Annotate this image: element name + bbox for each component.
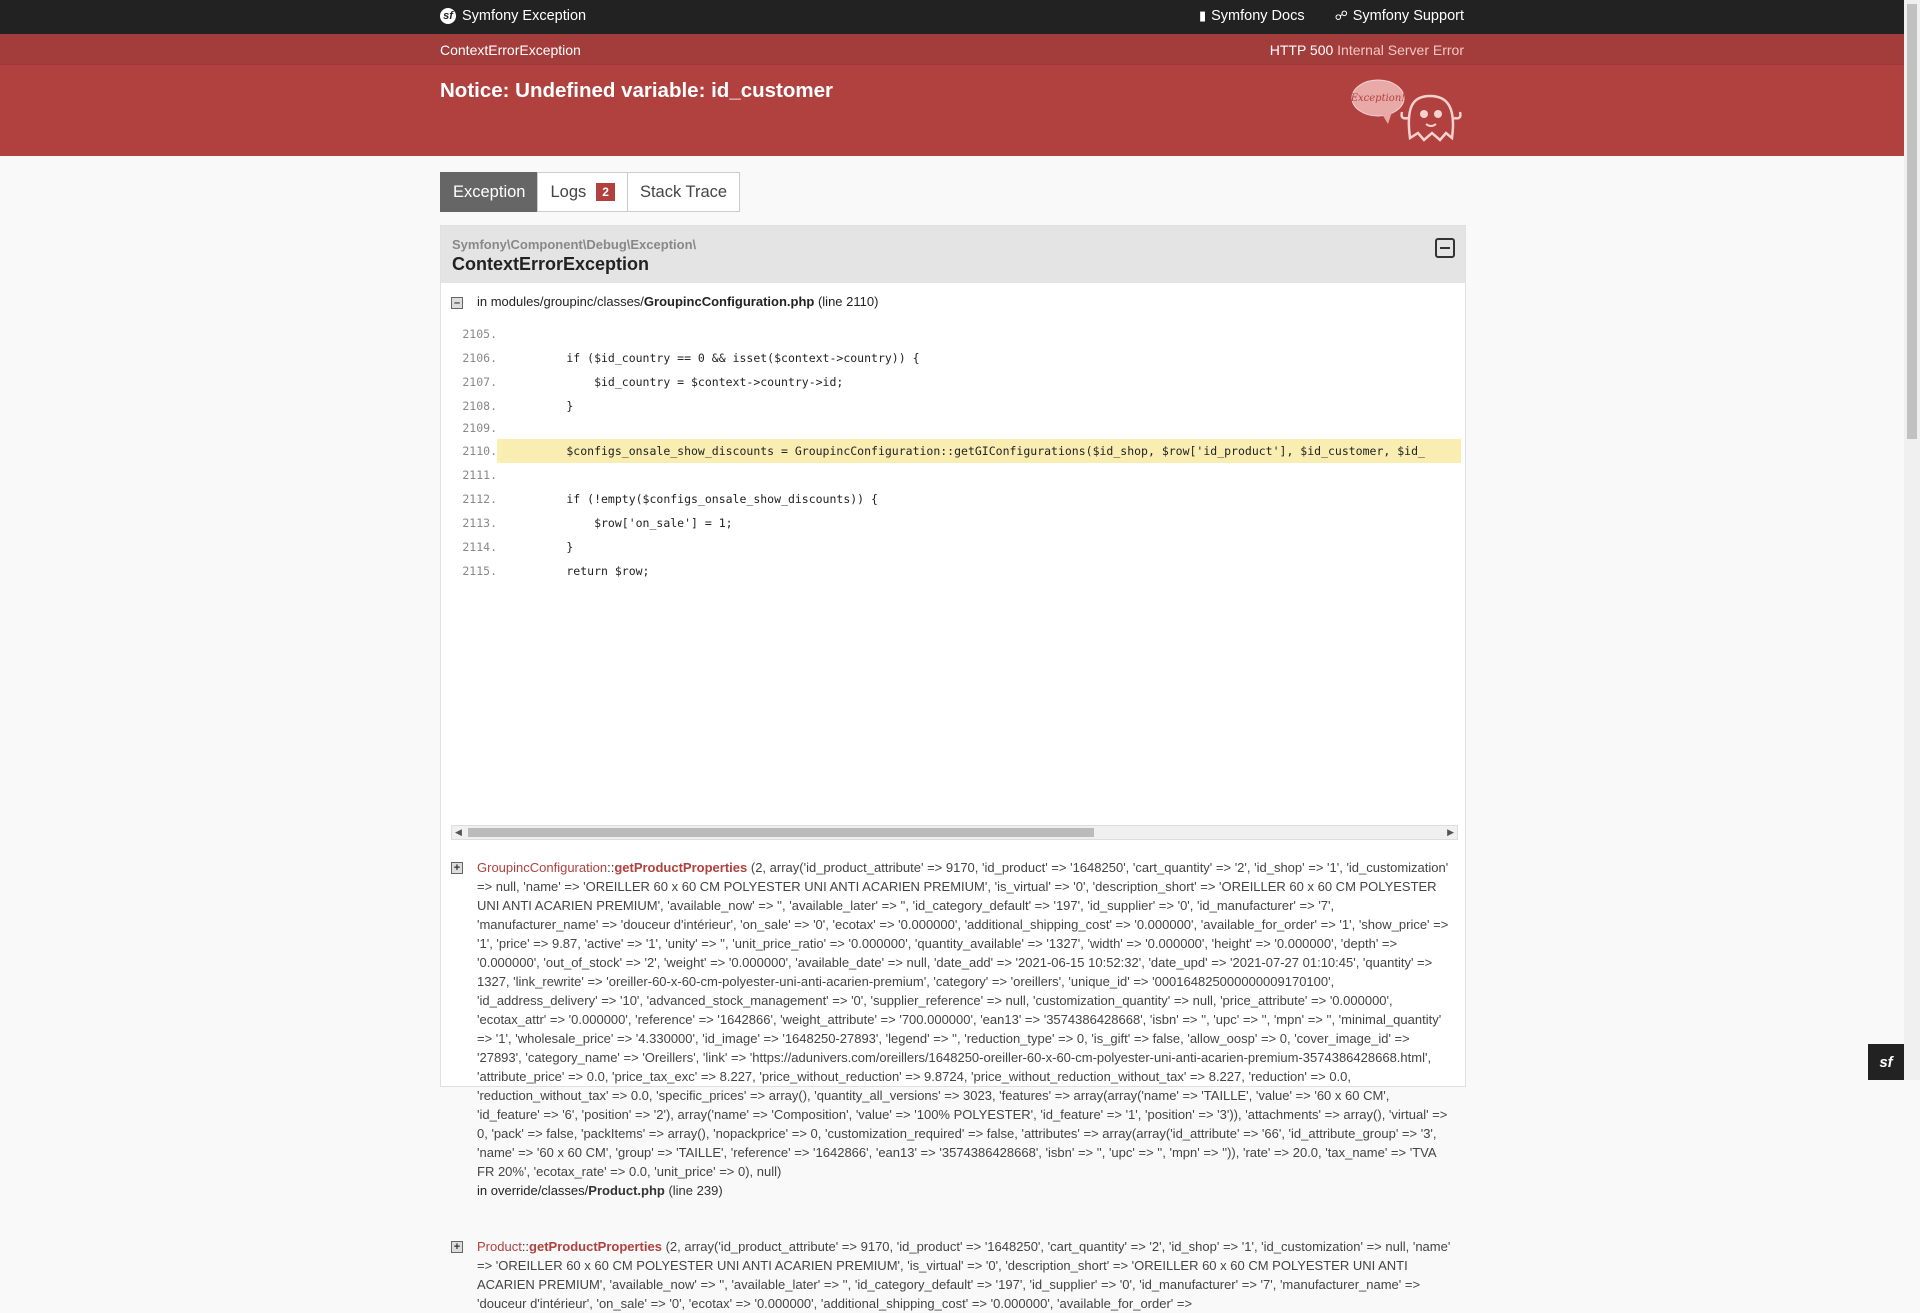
- tab-stack-trace-label: Stack Trace: [639, 183, 728, 201]
- scroll-left-icon[interactable]: ◀: [455, 827, 462, 837]
- frame-function: getProductProperties: [614, 860, 748, 875]
- exception-message: Notice: Undefined variable: id_customer: [440, 79, 834, 102]
- tab-exception-label: Exception: [453, 183, 526, 201]
- code-text: $row['on_sale'] = 1;: [511, 516, 733, 530]
- code-text: if (!empty($configs_onsale_show_discounts)) {: [511, 492, 878, 506]
- panel-header: [441, 226, 1465, 283]
- support-label: Symfony Support: [1352, 8, 1464, 24]
- frame-function: getProductProperties: [529, 1239, 662, 1254]
- frame-class[interactable]: Product: [477, 1239, 522, 1254]
- frame-file-prefix: in override/classes/: [477, 1183, 589, 1198]
- scrollbar-thumb[interactable]: [468, 828, 1094, 837]
- exception-ghost-icon: [1352, 78, 1464, 144]
- code-line: [451, 559, 1461, 583]
- line-number: 2115.: [462, 564, 497, 578]
- book-icon: ▮: [1198, 8, 1207, 23]
- frame-separator: ::: [521, 1239, 530, 1254]
- frame-class[interactable]: GroupincConfiguration: [477, 860, 608, 875]
- code-line: [451, 418, 1461, 439]
- line-number: 2106.: [462, 351, 497, 365]
- line-number: 2108.: [462, 399, 497, 413]
- code-line: [451, 487, 1461, 511]
- code-line: [451, 463, 1461, 487]
- scroll-right-icon[interactable]: ▶: [1447, 827, 1454, 837]
- tab-stack-trace[interactable]: [627, 172, 740, 212]
- line-number: 2107.: [462, 375, 497, 389]
- code-line: [451, 394, 1461, 418]
- status-code: HTTP 500: [1269, 42, 1334, 58]
- code-text: }: [511, 399, 574, 413]
- symfony-logo-icon: sf: [440, 8, 456, 24]
- line-number: 2111.: [462, 468, 497, 482]
- exception-panel: [440, 225, 1466, 1311]
- line-number: 2113.: [462, 516, 497, 530]
- code-text: $id_country = $context->country->id;: [511, 375, 844, 389]
- trace-frame: [477, 858, 1452, 1200]
- brand-link[interactable]: [440, 8, 586, 24]
- trace-file-name: GroupincConfiguration.php: [643, 294, 815, 309]
- frame-separator: ::: [607, 860, 615, 875]
- code-excerpt: [451, 322, 1461, 578]
- exception-header: [0, 34, 1904, 156]
- frame-file-line: (line 239): [668, 1183, 723, 1198]
- brand-label: Symfony Exception: [462, 8, 587, 24]
- docs-link[interactable]: [1199, 8, 1305, 24]
- trace-file-line: (line 2110): [817, 294, 879, 309]
- tab-logs-label: Logs: [550, 183, 587, 201]
- tab-bar: [440, 172, 739, 212]
- code-text: return $row;: [511, 564, 650, 578]
- code-line: [451, 346, 1461, 370]
- frame-file-name: Product.php: [588, 1183, 665, 1198]
- code-text: $configs_onsale_show_discounts = GroupincConfiguration::getGIConfigurations($id_shop, $row['id_product'], $id_customer, $id_: [511, 444, 1425, 458]
- code-line: [451, 511, 1461, 535]
- line-number: 2110.: [451, 439, 497, 463]
- exception-namespace: Symfony\Component\Debug\Exception\: [452, 237, 697, 252]
- trace-file-prefix: in modules/groupinc/classes/: [477, 294, 644, 309]
- docs-label: Symfony Docs: [1211, 8, 1305, 24]
- code-text: }: [511, 540, 574, 554]
- http-status: [1270, 42, 1464, 58]
- frame-arguments: (2, array('id_product_attribute' => 9170, 'id_product' => '1648250', 'cart_quantity' => '2', 'id_shop' => '1', 'id_customization' => null, 'name' => 'OREILLER 60 x 60 CM POLYESTER UNI ANTI ACARIEN PREMIUM', 'is_virtual' => '0', 'description_short' => 'OREILLER 60 x 60 CM POLYESTER UNI ANTI ACARIEN PREMIUM', 'available_now' => '', 'available_later' => '', 'id_category_default' => '197', 'id_supplier' => '0', 'id_manufacturer' => '7', 'manufacturer_name' => 'douceur d'intérieur', 'on_sale' => '0', 'ecotax' => '0.000000', 'additional_shipping_cost' => '0.000000', 'available_for_order' =>: [477, 1239, 1451, 1311]
- trace-file-location: [477, 294, 878, 309]
- header-strip: [0, 34, 1904, 65]
- expand-frame-icon[interactable]: +: [451, 862, 463, 874]
- line-number: 2109.: [462, 421, 497, 435]
- page-vertical-scrollbar[interactable]: [1904, 0, 1920, 1080]
- logs-count-badge: 2: [596, 183, 615, 201]
- code-horizontal-scrollbar[interactable]: [451, 825, 1458, 840]
- panel-exception-class: ContextErrorException: [452, 254, 650, 274]
- collapse-toggle-icon[interactable]: [1435, 238, 1455, 258]
- symfony-toolbar-toggle-icon[interactable]: sf: [1868, 1044, 1904, 1080]
- line-number: 2112.: [462, 492, 497, 506]
- line-number: 2105.: [462, 327, 497, 341]
- trace-frame: [477, 1237, 1452, 1313]
- code-line: [451, 370, 1461, 394]
- ghost-label: Exception!: [1350, 93, 1406, 104]
- tab-exception[interactable]: [440, 172, 538, 212]
- exception-class: ContextErrorException: [440, 42, 581, 58]
- code-line: [451, 535, 1461, 559]
- status-text: Internal Server Error: [1337, 42, 1464, 58]
- code-line-highlighted: [451, 439, 1461, 463]
- top-bar: [0, 0, 1904, 34]
- expand-frame-icon[interactable]: +: [451, 1241, 463, 1253]
- frame-arguments: (2, array('id_product_attribute' => 9170, 'id_product' => '1648250', 'cart_quantity' => '2', 'id_shop' => '1', 'id_customization' => null, 'name' => 'OREILLER 60 x 60 CM POLYESTER UNI ANTI ACARIEN PREMIUM', 'is_virtual' => '0', 'description_short' => 'OREILLER 60 x 60 CM POLYESTER UNI ANTI ACARIEN PREMIUM', 'available_now' => '', 'available_later' => '', 'id_category_default' => '197', 'id_supplier' => '0', 'id_manufacturer' => '7', 'manufacturer_name' => 'douceur d'intérieur', 'on_sale' => '0', 'ecotax' => '0.000000', 'additional_shipping_cost' => '0.000000', 'available_for_order' => '1', 'show_price' => '1', 'price' => 9.87, 'active' => '1', 'unity' => '', 'unit_price_ratio' => '0.000000', 'quantity_available' => '1327', 'width' => '0.000000', 'height' => '0.000000', 'depth' => '0.000000', 'out_of_stock' => '2', 'weight' => '0.000000', 'available_date' => null, 'date_add' => '2021-06-15 10:52:32', 'date_upd' => '2021-07-27 01:10:45', 'quantity' => 1327, 'link_rewrite' => 'oreiller-60-x-60-cm-polyester-uni-anti-acarien-premium', 'category' => 'oreillers', 'unique_id' => '000164825000000009170100', 'id_address_delivery' => '10', 'advanced_stock_management' => '0', 'supplier_reference' => null, 'customization_quantity' => null, 'price_attribute' => '0.000000', 'ecotax_attr' => '0.000000', 'reference' => '1642866', 'weight_attribute' => '700.000000', 'ean13' => '3574386428668', 'isbn' => '', 'upc' => '', 'mpn' => '', 'minimal_quantity' => '1', 'wholesale_price' => '4.330000', 'id_image' => '1648250-27893', 'legend' => '', 'reduction_type' => 0, 'is_gift' => false, 'allow_oosp' => 0, 'cover_image_id' => '27893', 'category_name' => 'Oreillers', 'link' => 'https://adunivers.com/oreillers/1648250-oreiller-60-x-60-cm-polyester-uni-anti-acarien-premium-3574386428668.html', 'attribute_price' => 0.0, 'price_tax_exc' => 8.227, 'price_without_reduction' => 9.8724, 'price_without_reduction_without_tax' => 8.227, 'reduction' => 0.0, 'reduction_without_tax' => 0.0, 'specific_prices' => array(), 'quantity_all_versions' => 3023, 'features' => array(array('name' => 'TAILLE', 'value' => '60 x 60 CM', 'id_feature' => '6', 'position' => '2'), array('name' => 'Composition', 'value' => '100% POLYESTER', 'id_feature' => '1', 'position' => '3')), 'attachments' => array(), 'virtual' => 0, 'pack' => false, 'packItems' => array(), 'nopackprice' => 0, 'customization_required' => false, 'attributes' => array(array('id_attribute' => '66', 'id_attribute_group' => '3', 'name' => '60 x 60 CM', 'group' => 'TAILLE', 'reference' => '1642866', 'ean13' => '3574386428668', 'isbn' => '', 'upc' => '', 'mpn' => '')), 'rate' => 20.0, 'tax_name' => 'TVA FR 20%', 'ecotax_rate' => 0.0, 'unit_price' => 0), null): [477, 860, 1449, 1179]
- code-text: if ($id_country == 0 && isset($context->country)) {: [511, 351, 920, 365]
- page-scrollbar-thumb[interactable]: [1907, 4, 1917, 439]
- line-number: 2114.: [462, 540, 497, 554]
- collapse-trace-icon[interactable]: –: [451, 297, 463, 309]
- lifebuoy-icon: ☍: [1334, 8, 1348, 23]
- support-link[interactable]: [1335, 8, 1464, 24]
- code-line: [451, 322, 1461, 346]
- tab-logs[interactable]: [537, 172, 627, 212]
